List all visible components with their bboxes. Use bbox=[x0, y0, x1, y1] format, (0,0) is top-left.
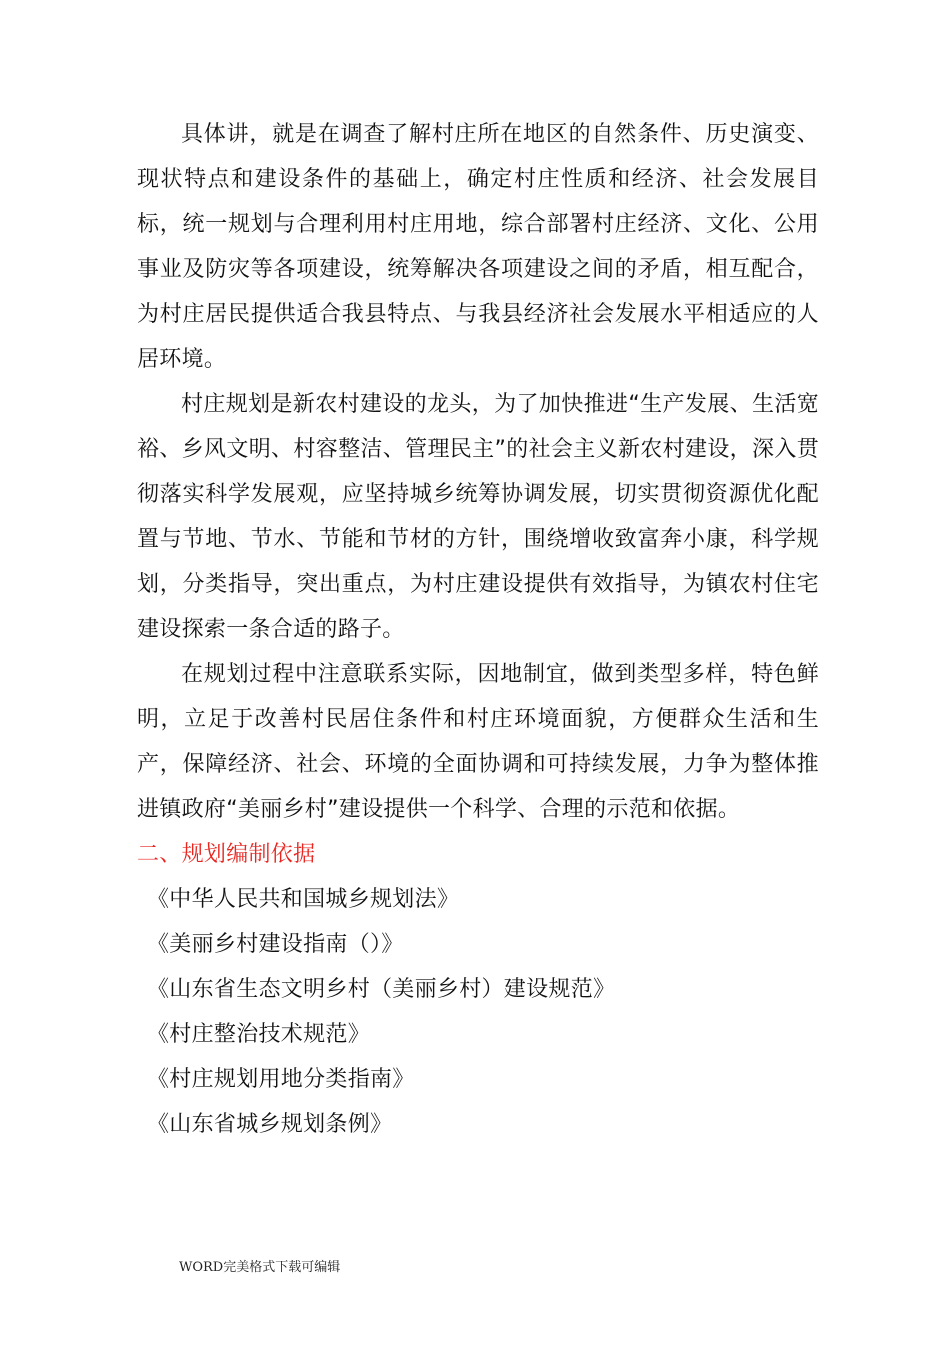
footer-note: WORD完美格式下载可编辑 bbox=[179, 1260, 341, 1275]
reference-item: 《村庄整治技术规范》 bbox=[147, 1022, 371, 1047]
reference-item: 《山东省城乡规划条例》 bbox=[147, 1112, 393, 1137]
paragraph-1: 具体讲，就是在调查了解村庄所在地区的自然条件、历史演变、现状特点和建设条件的基础上，确定村庄性质和经济、社会发展目标，统一规划与合理利用村庄用地，综合部署村庄经济、文化、公用事业及防灾等各项建设，统筹解决各项建设之间的矛盾，相互配合，为村庄居民提供适合我县特点、与我县经济社会发展水平相适应的人居环境。 bbox=[137, 122, 819, 372]
paragraph-2: 村庄规划是新农村建设的龙头，为了加快推进“生产发展、生活宽裕、乡风文明、村容整洁、管理民主”的社会主义新农村建设，深入贯彻落实科学发展观，应坚持城乡统筹协调发展，切实贯彻资源优化配置与节地、节水、节能和节材的方针，围绕增收致富奔小康，科学规划，分类指导，突出重点，为村庄建设提供有效指导，为镇农村住宅建设探索一条合适的路子。 bbox=[137, 392, 819, 642]
paragraph-3: 在规划过程中注意联系实际，因地制宜，做到类型多样，特色鲜明，立足于改善村民居住条件和村庄环境面貌，方便群众生活和生产，保障经济、社会、环境的全面协调和可持续发展，力争为整体推进镇政府“美丽乡村”建设提供一个科学、合理的示范和依据。 bbox=[137, 662, 819, 822]
reference-item: 《村庄规划用地分类指南》 bbox=[147, 1067, 415, 1092]
section-heading: 二、规划编制依据 bbox=[137, 842, 316, 867]
reference-item: 《中华人民共和国城乡规划法》 bbox=[147, 887, 460, 912]
reference-item: 《美丽乡村建设指南（）》 bbox=[147, 932, 404, 957]
document-body bbox=[137, 112, 819, 1147]
reference-list bbox=[137, 877, 819, 1147]
reference-item: 《山东省生态文明乡村（美丽乡村）建设规范》 bbox=[147, 977, 616, 1002]
